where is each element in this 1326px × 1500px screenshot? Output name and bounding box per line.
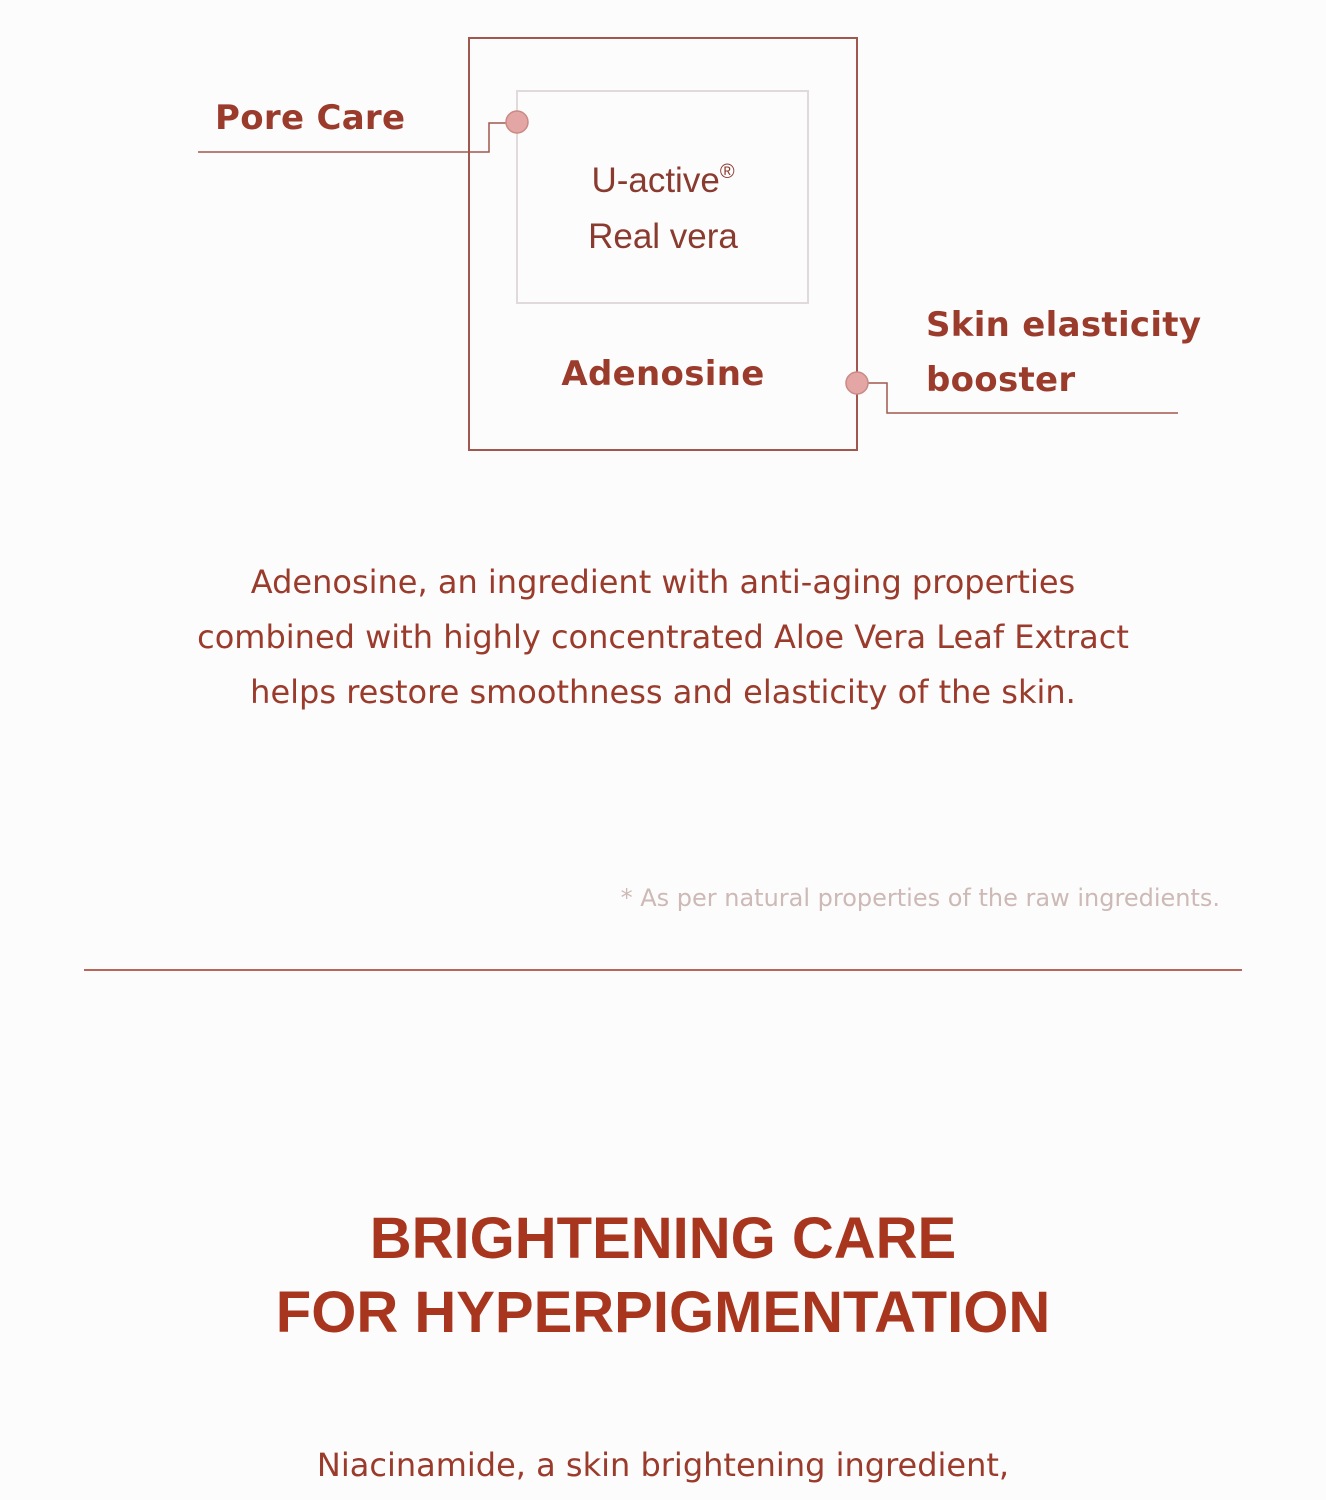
heading-line1: BRIGHTENING CARE <box>369 1206 957 1271</box>
section-divider <box>84 969 1242 971</box>
registered-mark: ® <box>719 161 735 183</box>
brightening-heading <box>0 1202 1326 1350</box>
adenosine-label: Adenosine <box>561 354 765 394</box>
skin-elasticity-line2: booster <box>926 360 1076 400</box>
description-line3: helps restore smoothness and elasticity of the skin. <box>250 673 1076 711</box>
pore-care-label: Pore Care <box>215 98 406 138</box>
skin-elasticity-line1: Skin elasticity <box>926 305 1202 345</box>
inner-ingredients <box>517 144 809 265</box>
heading-line2: FOR HYPERPIGMENTATION <box>275 1280 1051 1345</box>
adenosine-description <box>0 555 1326 720</box>
skin-elasticity-label <box>926 298 1201 408</box>
footnote: * As per natural properties of the raw ingredients. <box>620 884 1220 912</box>
description-line1: Adenosine, an ingredient with anti-aging properties <box>250 563 1076 601</box>
pore-care-connector-dot <box>506 111 528 133</box>
description-line2: combined with highly concentrated Aloe Vera Leaf Extract <box>197 618 1129 656</box>
inner-line-real-vera: Real vera <box>588 217 738 256</box>
inner-line-u-active: U-active® <box>591 161 735 200</box>
niacinamide-description: Niacinamide, a skin brightening ingredient, <box>316 1446 1010 1484</box>
